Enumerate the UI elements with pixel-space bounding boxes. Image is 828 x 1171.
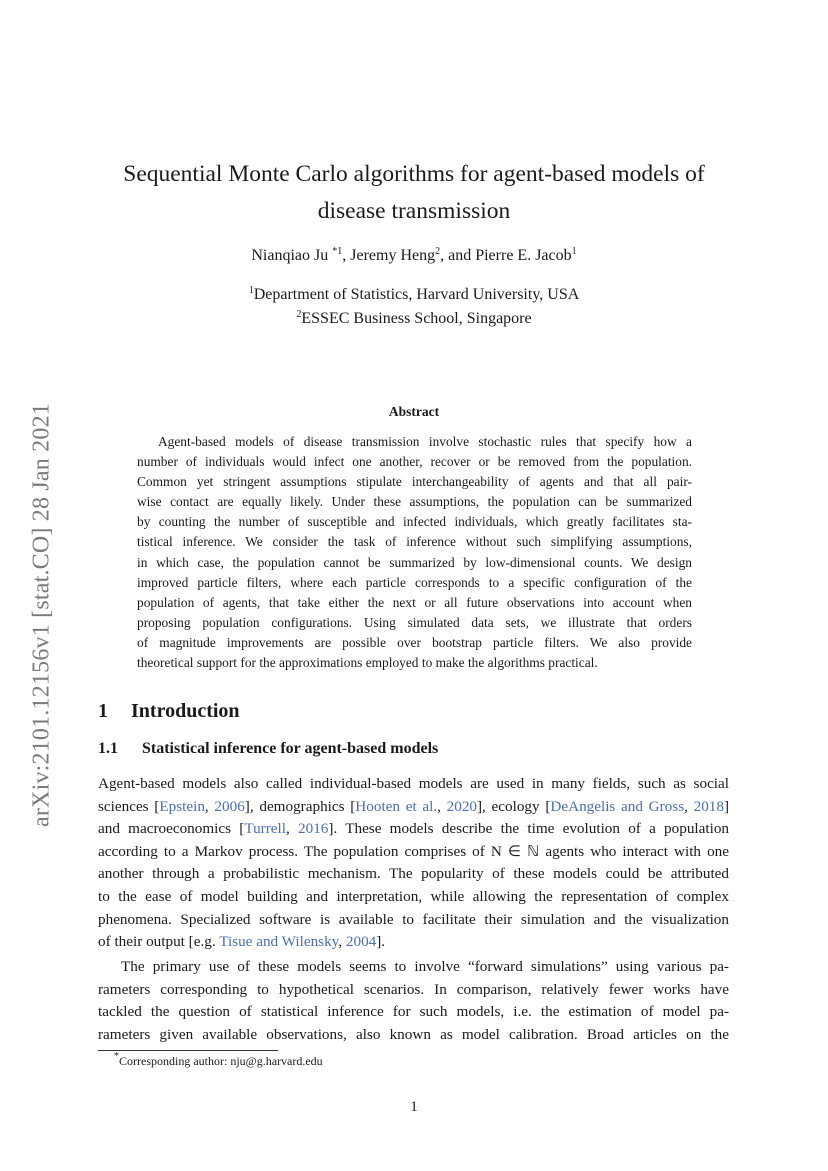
page-number: 1 <box>410 1099 418 1115</box>
abstract-line: Agent-based models of disease transmission involve stochastic rules that specify how a <box>158 434 692 449</box>
paragraph-line: rameters given available observations, also known as model calibration. Broad articles on the <box>98 1025 729 1043</box>
section-heading <box>98 700 240 723</box>
subsection-number: 1.1 <box>98 740 118 757</box>
affiliation-1-mark: 1 <box>248 285 254 296</box>
paragraph-line: rameters corresponding to hypothetical scenarios. In comparison, relatively fewer works have <box>98 980 729 998</box>
paragraph-line: Agent-based models also called individual-based models are used in many fields, such as social <box>98 775 729 792</box>
abstract-line: population of agents, that take either the next or all future observations into account when <box>137 594 692 610</box>
title-line-2: disease transmission <box>317 198 511 224</box>
abstract-line: of magnitude improvements are possible over bootstrap particle filters. We also provide <box>137 634 692 650</box>
paper-title <box>90 156 738 230</box>
affiliation-2-text: ESSEC Business School, Singapore <box>301 310 532 327</box>
author-list <box>90 247 738 265</box>
author-1: Nianqiao Ju <box>251 247 333 264</box>
abstract-line: in which case, the population cannot be summarized by low-dimensional counts. We design <box>137 554 692 570</box>
citation-link[interactable]: DeAngelis and Gross <box>550 797 685 815</box>
subsection-heading <box>98 740 438 758</box>
affiliation-2-mark: 2 <box>296 309 302 320</box>
section-number: 1 <box>98 700 108 722</box>
citation-link[interactable]: Turrell <box>244 820 286 838</box>
paragraph-line: of their output [e.g. Tisue and Wilensky, 2004]. <box>98 933 386 951</box>
abstract-line: wise contact are equally likely. Under these assumptions, the population can be summarized <box>137 494 692 510</box>
citation-link[interactable]: 2020 <box>446 797 477 815</box>
author-3-mark: 1 <box>571 246 577 257</box>
title-line-1: Sequential Monte Carlo algorithms for agent-based models of <box>123 161 705 187</box>
author-2-mark: 2 <box>435 246 441 257</box>
abstract-line: Common yet stringent assumptions stipulate interchangeability of agents and that all pair- <box>137 474 692 490</box>
section-title: Introduction <box>131 700 240 722</box>
abstract-line: tistical inference. We consider the task of inference without such simplifying assumptions, <box>137 534 692 550</box>
paragraph-line: The primary use of these models seems to involve “forward simulations” using various pa- <box>121 958 729 975</box>
abstract-line: number of individuals would infect one another, recover or be removed from the population. <box>137 454 692 470</box>
affiliation-1-text: Department of Statistics, Harvard University, USA <box>253 286 580 303</box>
abstract-line: by counting the number of susceptible and infected individuals, which greatly facilitates sta- <box>137 514 692 530</box>
citation-link[interactable]: Hooten et al. <box>355 797 438 815</box>
subsection-title: Statistical inference for agent-based models <box>142 740 439 757</box>
author-1-mark: *1 <box>332 246 343 257</box>
intro-paragraph-2 <box>98 956 729 1046</box>
citation-link[interactable]: 2004 <box>345 933 377 951</box>
affiliation-2 <box>90 310 738 328</box>
paragraph-line: sciences [Epstein, 2006], demographics [Hooten et al., 2020], ecology [DeAngelis and Gross, 2018] <box>98 797 730 815</box>
paragraph-line: according to a Markov process. The population comprises of N ∈ ℕ agents who interact with one <box>98 842 729 860</box>
arxiv-sidebar <box>18 360 66 870</box>
footnote-divider <box>98 1050 278 1051</box>
paragraph-line: to the ease of model building and interpretation, while allowing the representation of complex <box>98 887 729 905</box>
abstract-body <box>137 432 692 673</box>
author-2: , Jeremy Heng <box>342 247 436 264</box>
affiliation-1 <box>90 286 738 304</box>
footnote <box>114 1051 323 1069</box>
paragraph-line: phenomena. Specialized software is available to facilitate their simulation and the visualization <box>98 910 729 928</box>
footnote-text: Corresponding author: nju@g.harvard.edu <box>119 1054 323 1068</box>
citation-link[interactable]: 2006 <box>214 797 245 815</box>
author-3: , and Pierre E. Jacob <box>440 247 572 264</box>
abstract-heading: Abstract <box>388 404 440 419</box>
citation-link[interactable]: 2018 <box>693 797 724 815</box>
abstract-line: improved particle filters, where each particle corresponds to a specific configuration of the <box>137 574 692 590</box>
paragraph-line: another through a probabilistic mechanism. The popularity of these models could be attributed <box>98 865 729 883</box>
abstract-line: theoretical support for the approximations employed to make the algorithms practical. <box>137 655 598 671</box>
intro-paragraph-1 <box>98 773 729 954</box>
abstract-line: proposing population configurations. Using simulated data sets, we illustrate that orders <box>137 614 692 630</box>
paragraph-line: and macroeconomics [Turrell, 2016]. These models describe the time evolution of a population <box>98 820 730 838</box>
paragraph-line: tackled the question of statistical inference for such models, i.e. the estimation of model pa- <box>98 1003 729 1021</box>
citation-link[interactable]: Epstein <box>159 797 205 815</box>
citation-link[interactable]: Tisue and Wilensky <box>219 933 339 951</box>
footnote-mark: * <box>114 1051 119 1062</box>
citation-link[interactable]: 2016 <box>298 820 329 838</box>
arxiv-identifier: arXiv:2101.12156v1 [stat.CO] 28 Jan 2021 <box>28 403 55 827</box>
